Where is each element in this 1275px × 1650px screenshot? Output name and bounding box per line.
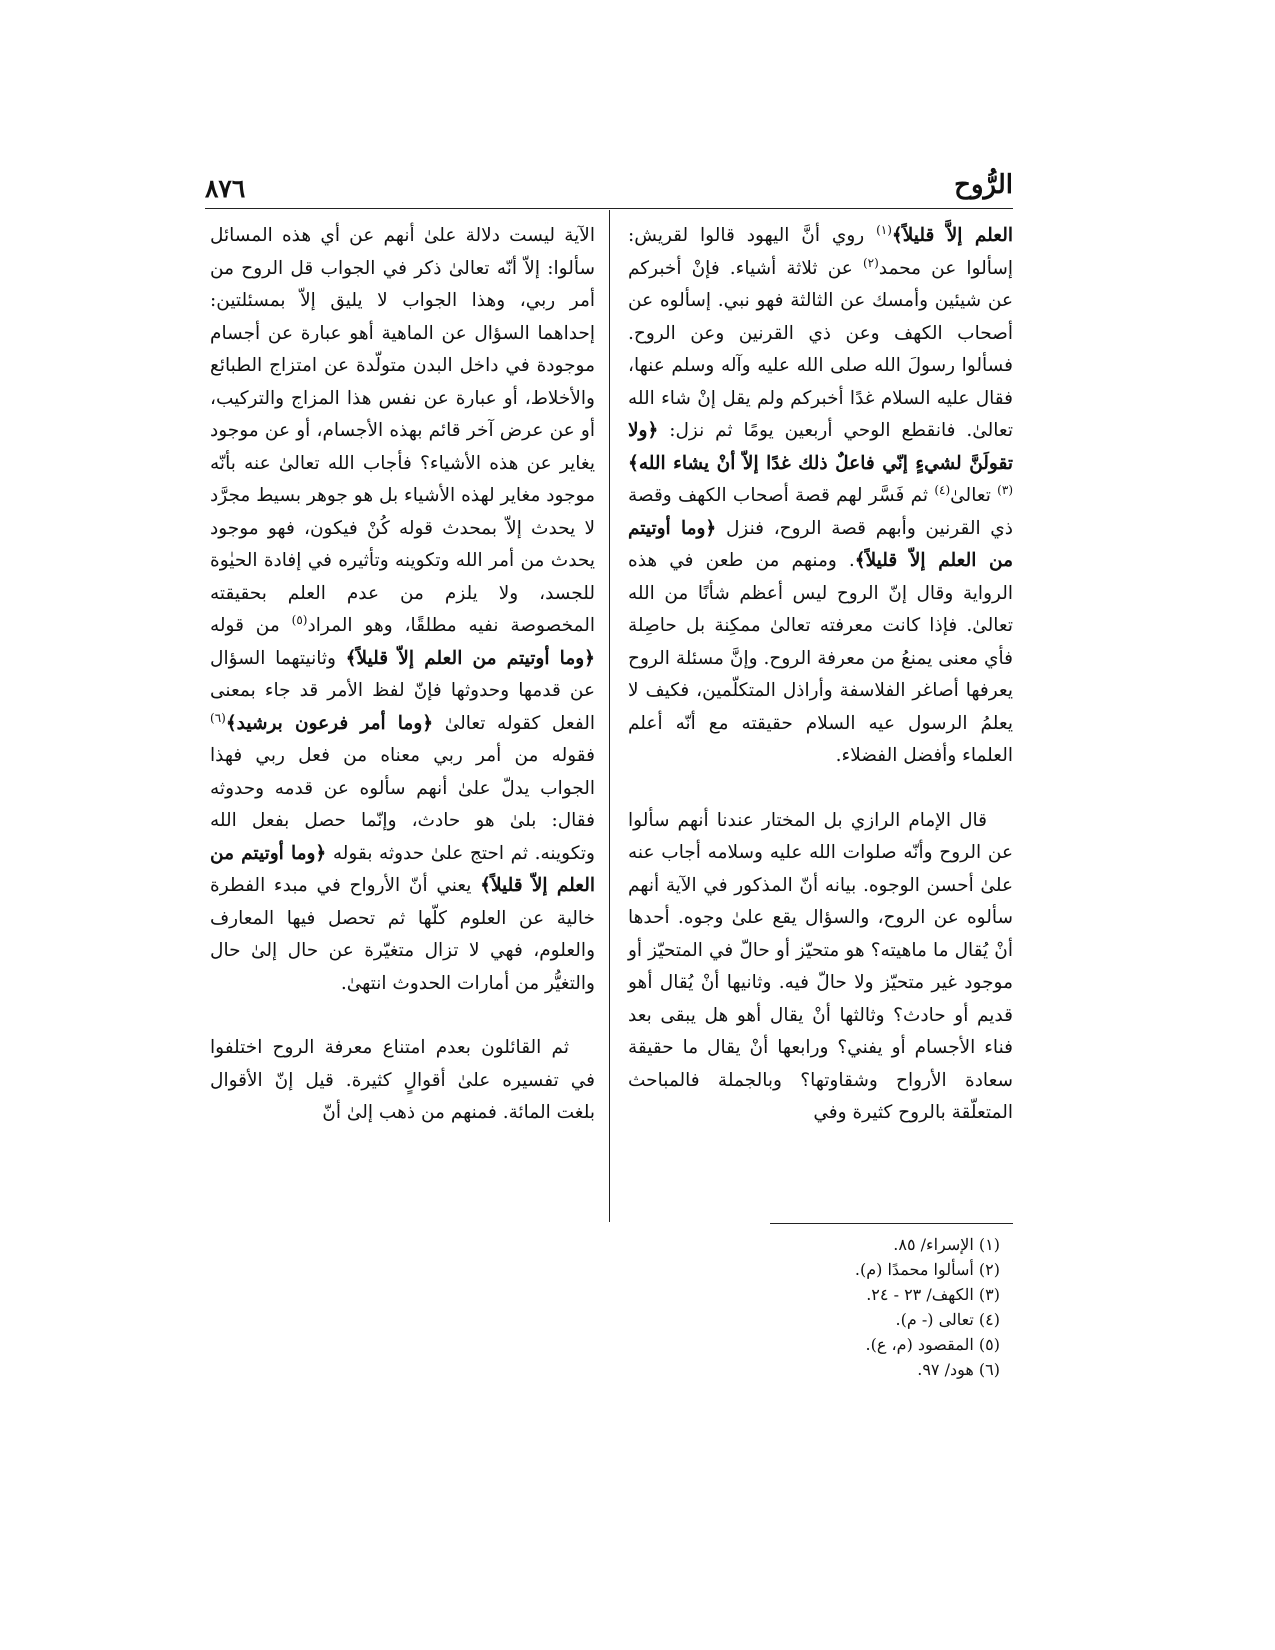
footnote: (٥) المقصود (م، ع). — [865, 1335, 1000, 1354]
paragraph — [628, 805, 1013, 1130]
footnote-marker: (٢) — [862, 255, 879, 270]
footnote: (٢) أسألوا محمدًا (م). — [854, 1260, 1000, 1279]
text-run: تعالىٰ — [950, 485, 998, 506]
column-divider — [609, 210, 610, 1222]
left-column — [210, 220, 595, 1220]
text-run: الآية ليست دلالة علىٰ أنهم عن أي هذه المسائل سألوا: إلاّ أنّه تعالىٰ ذكر في الجواب قل الروح من أمر ربي، وهذا الجواب لا يليق إلاّ بمسئلتين: إحداهما السؤال عن الماهية أهو عبارة عن أجسام موجودة في داخل البدن متولّدة عن امتزاج الطبائع والأخلاط، أو عبارة عن نفس هذا المزاج والتركيب، أو عن عرض آخر قائم بهذه الأجسام، أو عن موجود يغاير عن هذه الأشياء؟ فأجاب الله تعالىٰ عنه بأنّه موجود مغاير لهذه الأشياء بل هو جوهر بسيط مجرَّد لا يحدث إلاّ بمحدث قوله كُنْ فيكون، فهو موجود يحدث من أمر الله وتكوينه وتأثيره في إفادة الحيٰوة للجسد، ولا يلزم من عدم العلم بحقيقته المخصوصة نفيه مطلقًا، وهو المراد — [210, 225, 596, 636]
footnote-marker: (٤) — [934, 482, 951, 497]
paragraph — [210, 1032, 595, 1130]
footnote: (٤) تعالى (- م). — [895, 1310, 1000, 1329]
footnote-marker: (٥) — [291, 612, 308, 627]
text-run: ثم فَسَّر لهم قصة أصحاب الكهف وقصة ذي القرنين وأبهم قصة الروح، فنزل — [628, 485, 1013, 539]
quran-quote: العلم إلاَّ قليلاً﴾ — [891, 225, 1013, 246]
paragraph — [628, 220, 1013, 773]
page-number: ٨٧٦ — [205, 174, 246, 203]
quran-quote: ﴿وما أوتيتم من العلم إلاّ قليلاً﴾ — [345, 647, 595, 669]
quran-quote: ﴿وما أمر فرعون برشيد﴾ — [225, 712, 434, 734]
running-title: الرُّوح — [954, 170, 1013, 200]
quran-quote: ﴿ولا تقولَنَّ لشيءٍ إنّي فاعلٌ ذلك غدًا إلاّ أنْ يشاء الله﴾ — [628, 420, 1013, 474]
footnote-rule — [770, 1223, 1013, 1224]
paragraph — [210, 220, 595, 1000]
footnote-marker: (١) — [876, 222, 892, 237]
quran-quote: ﴿وما أوتيتم من العلم إلاّ قليلاً﴾ — [210, 842, 595, 896]
text-run: قال الإمام الرازي بل المختار عندنا أنهم سألوا عن الروح وأنّه صلوات الله عليه وسلامه أجاب عنه علىٰ أحسن الوجوه. بيانه أنّ المذكور في الآية أنهم سألوه عن الروح، والسؤال يقع علىٰ وجوه. أحدها أنْ يُقال ما ماهيته؟ هو متحيّز أو حالّ في المتحيّز أو موجود غير متحيّز ولا حالّ فيه. وثانيها أنْ يُقال أهو قديم أو حادث؟ وثالثها أنْ يقال أهو هل يبقى بعد فناء الأجسام أو يفني؟ ورابعها أنْ يقال ما حقيقة سعادة الأرواح وشقاوتها؟ وبالجملة فالمباحث المتعلّقة بالروح كثيرة وفي — [628, 809, 1013, 1123]
text-run: فقوله من أمر ربي معناه من فعل ربي فهذا الجواب يدلّ علىٰ أنهم سألوه عن قدمه وحدوثه فقال: بلىٰ هو حادث، وإنّما حصل بفعل الله وتكوينه. ثم احتج علىٰ حدوثه بقوله — [210, 745, 595, 864]
text-run: يعني أنّ الأرواح في مبدء الفطرة خالية عن العلوم كلّها ثم تحصل فيها المعارف والعلوم، فهي لا تزال متغيّرة عن حال إلىٰ حال والتغيُّر من أمارات الحدوث انتهىٰ. — [210, 875, 595, 994]
text-run: وثانيتهما السؤال عن قدمها وحدوثها فإنّ لفظ الأمر قد جاء بمعنى الفعل كقوله تعالىٰ — [210, 647, 595, 734]
text-run: ثم القائلون بعدم امتناع معرفة الروح اختلفوا في تفسيره علىٰ أقوالٍ كثيرة. قيل إنّ الأقوال بلغت المائة. فمنهم من ذهب إلىٰ أنّ — [210, 1037, 595, 1123]
text-run: . ومنهم من طعن في هذه الرواية وقال إنّ الروح ليس أعظم شأنًا من الله تعالىٰ. فإذا كانت معرفته تعالىٰ ممكِنة بل حاصِلة فأي معنى يمنعُ من معرفة الروح. وإنَّ مسئلة الروح يعرفها أصاغر الفلاسفة وأراذل المتكلّمين، فكيف لا يعلمُ الرسول عيه السلام حقيقته مع أنّه أعلم العلماء وأفضل الفضلاء. — [628, 550, 1013, 766]
quran-quote: ﴿وما أوتيتم من العلم إلاّ قليلاً﴾ — [628, 517, 1013, 571]
footnote-marker: (٣) — [997, 482, 1013, 497]
footnote-marker: (٦) — [210, 710, 226, 725]
text-run: روي أنَّ اليهود قالوا لقريش: إسألوا عن محمد — [628, 225, 1013, 279]
footnote: (١) الإسراء/ ٨٥. — [893, 1235, 1000, 1254]
footnote: (٣) الكهف/ ٢٣ - ٢٤. — [866, 1285, 1000, 1304]
text-run: عن ثلاثة أشياء. فإنْ أخبركم عن شيئين وأمسك عن الثالثة فهو نبي. إسألوه عن أصحاب الكهف وعن ذي القرنين وعن الروح. فسألوا رسولَ الله صلى الله عليه وآله وسلم عنها، فقال عليه السلام غدًا أخبركم ولم يقل إنْ شاء الله تعالىٰ. فانقطع الوحي أربعين يومًا ثم نزل: — [628, 257, 1013, 441]
text-run: من قوله — [210, 615, 292, 636]
footnotes — [700, 1232, 1000, 1382]
footnote: (٦) هود/ ٩٧. — [917, 1360, 1000, 1379]
header-rule — [205, 208, 1013, 209]
right-column — [628, 220, 1013, 1220]
running-header — [205, 170, 1013, 210]
